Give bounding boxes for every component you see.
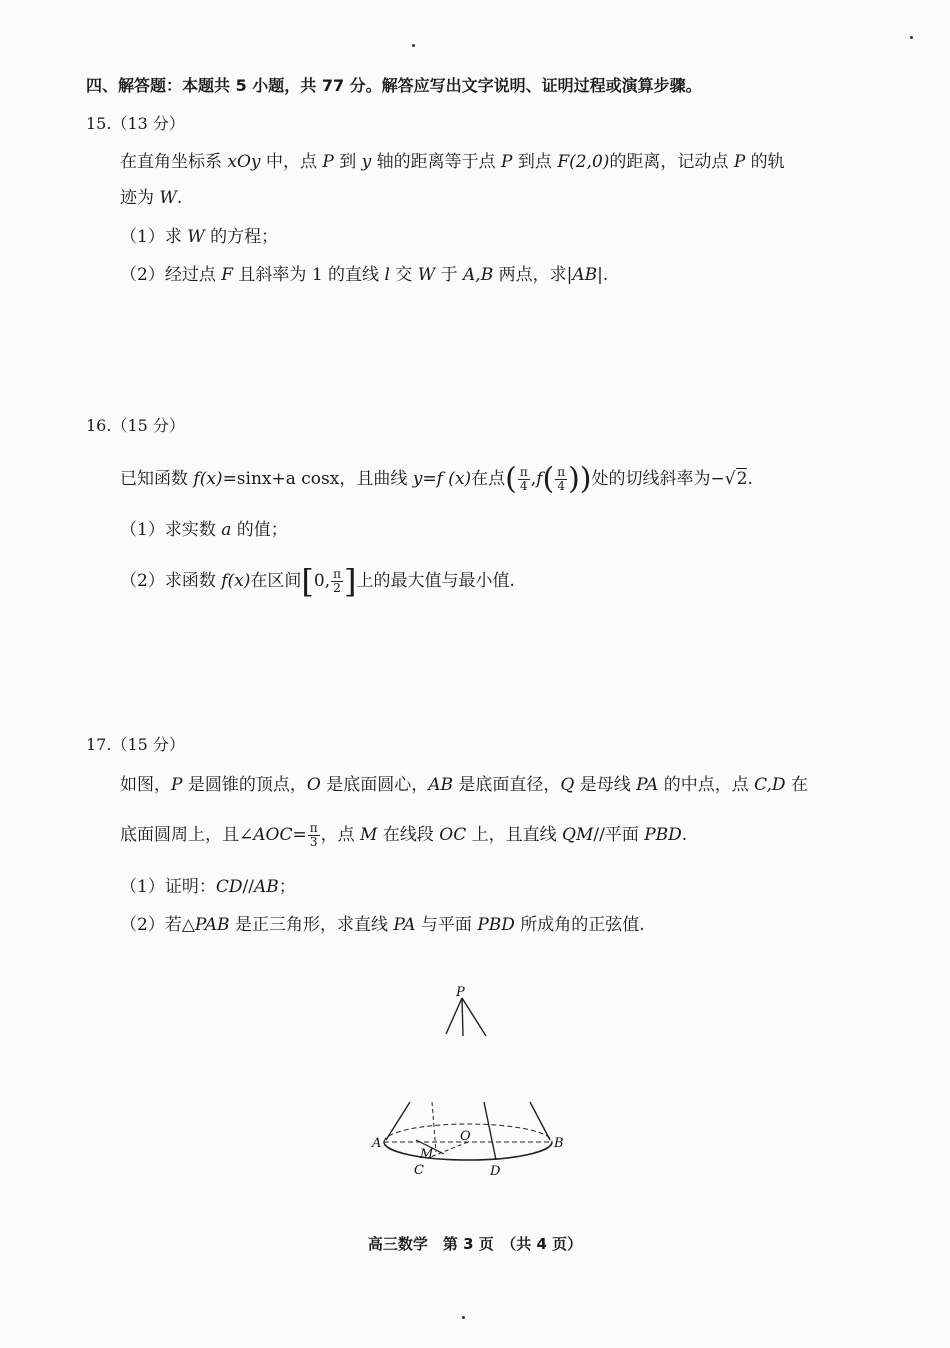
pi-over-3-fraction: $\frac{\pi}{3}$ bbox=[309, 821, 318, 849]
label-a: A bbox=[372, 1136, 382, 1151]
apex-line-left bbox=[446, 998, 462, 1034]
q15-part1: （1）求 W 的方程； bbox=[120, 227, 279, 247]
q16-part2: （2）求函数 f(x)在区间[0, $\frac{\pi}{2}$ ]上的最大值与最小值. bbox=[120, 562, 515, 601]
label-b: B bbox=[554, 1136, 564, 1151]
segment-pd bbox=[484, 1102, 496, 1160]
pi-over-4-fraction-2: $\frac{\pi}{4}$ bbox=[557, 465, 566, 493]
label-c: C bbox=[414, 1163, 424, 1178]
q17-part2: （2）若△PAB 是正三角形，求直线 PA 与平面 PBD 所成角的正弦值. bbox=[120, 915, 645, 935]
cone-figure bbox=[360, 980, 580, 1180]
generator-pa-lower bbox=[386, 1102, 410, 1140]
q15-stem-line1: 在直角坐标系 xOy 中，点 P 到 y 轴的距离等于点 P 到点 F(2,0)的距离，记动点 P 的轨 bbox=[120, 152, 785, 172]
q16-part1: （1）求实数 a 的值； bbox=[120, 520, 288, 540]
label-o: O bbox=[460, 1129, 471, 1144]
scan-speck bbox=[462, 1316, 465, 1319]
q16-number: 16.（15 分） bbox=[86, 416, 185, 435]
q17-stem-line1: 如图，P 是圆锥的顶点，O 是底面圆心，AB 是底面直径，Q 是母线 PA 的中点，点 C,D 在 bbox=[120, 775, 808, 795]
q15-part2: （2）经过点 F 且斜率为 1 的直线 l 交 W 于 A,B 两点，求|AB|. bbox=[120, 265, 609, 285]
label-m: M bbox=[420, 1147, 434, 1162]
q17-number: 17.（15 分） bbox=[86, 735, 185, 754]
label-d: D bbox=[490, 1164, 501, 1179]
apex-line-mid bbox=[462, 998, 463, 1036]
q15-number: 15.（13 分） bbox=[86, 114, 185, 133]
scan-speck bbox=[910, 36, 913, 39]
q17-stem-line2: 底面圆周上，且∠AOC= $\frac{\pi}{3}$ ，点 M 在线段 OC 上，且直线 QM//平面 PBD. bbox=[120, 821, 688, 849]
generator-pb-lower bbox=[530, 1102, 550, 1140]
page-footer: 高三数学 第 3 页 （共 4 页） bbox=[367, 1235, 583, 1253]
pi-over-2-fraction: $\frac{\pi}{2}$ bbox=[333, 567, 341, 595]
q15-stem-line2: 迹为 W. bbox=[120, 188, 183, 208]
base-front-arc bbox=[384, 1142, 552, 1160]
label-p: P bbox=[456, 985, 465, 1000]
section-header: 四、解答题：本题共 5 小题，共 77 分。解答应写出文字说明、证明过程或演算步骤。 bbox=[86, 76, 702, 95]
q17-part1: （1）证明：CD//AB； bbox=[120, 877, 296, 897]
pi-over-4-fraction: $\frac{\pi}{4}$ bbox=[519, 465, 528, 493]
q16-stem: 已知函数 f(x)=sinx+a cosx，且曲线 y=f (x)在点( $\frac{\pi}{4}$ ,f( $\frac{\pi}{4}$ ))处的切线斜率为−√2. bbox=[120, 461, 753, 497]
scan-speck bbox=[412, 44, 415, 47]
segment-pc-dashed bbox=[432, 1102, 436, 1152]
segment-oc bbox=[428, 1142, 468, 1158]
apex-line-right bbox=[462, 998, 486, 1036]
